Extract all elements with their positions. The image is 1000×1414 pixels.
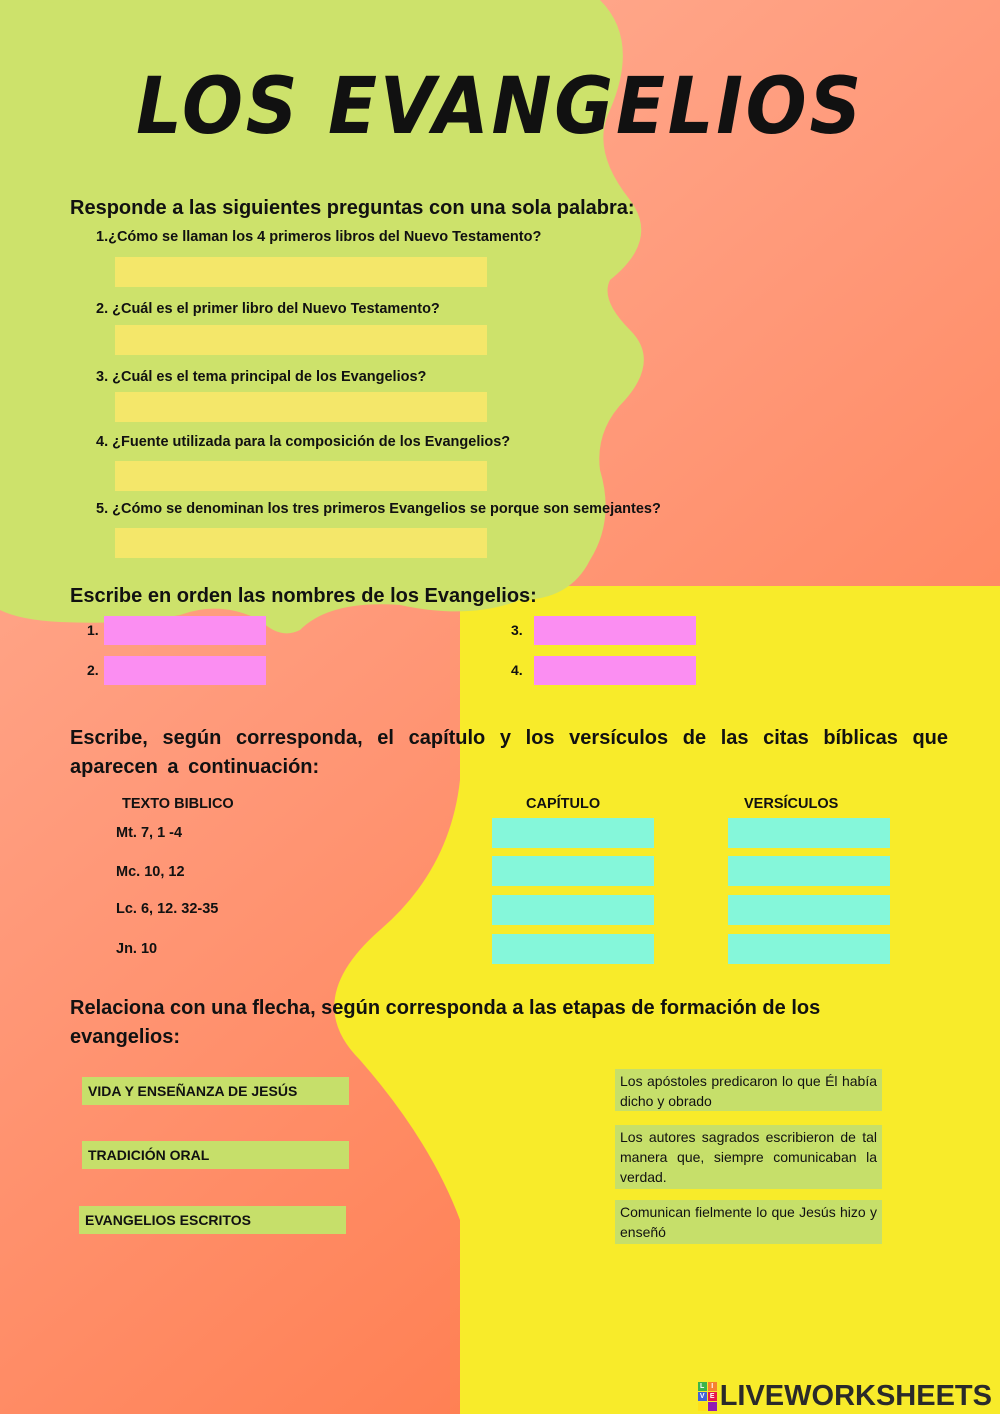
section-stages-heading: Relaciona con una flecha, según corresponda a las etapas de formación de los evangelios: [70,997,821,1048]
gospel-order-1-input[interactable] [104,616,266,645]
verses-1-input[interactable] [728,818,890,848]
liveworksheets-logo-icon: L I V E [698,1382,717,1411]
chapter-2-input[interactable] [492,856,654,886]
citation-1: Mt. 7, 1 -4 [116,825,183,841]
description-autores[interactable]: Los autores sagrados escribieron de tal manera que, siempre comunicaban la verdad. [615,1125,882,1189]
question-5: 5. ¿Cómo se denominan los tres primeros Evangelios se porque son semejantes? [96,501,661,517]
verses-2-input[interactable] [728,856,890,886]
section-gospel-order-heading: Escribe en orden las nombres de los Evangelios: [70,585,537,607]
citation-3: Lc. 6, 12. 32-35 [116,901,219,917]
column-versiculos: VERSÍCULOS [744,796,839,812]
verses-3-input[interactable] [728,895,890,925]
stage-evangelios-escritos[interactable]: EVANGELIOS ESCRITOS [79,1206,346,1234]
answer-2-input[interactable] [115,325,487,355]
citation-4: Jn. 10 [116,941,158,957]
answer-1-input[interactable] [115,257,487,287]
page-title: LOS EVANGELIOS [136,62,864,152]
chapter-1-input[interactable] [492,818,654,848]
answer-3-input[interactable] [115,392,487,422]
order-number-4: 4. [511,662,523,678]
gospel-order-4-input[interactable] [534,656,696,685]
question-1: 1.¿Cómo se llaman los 4 primeros libros del Nuevo Testamento? [96,229,542,245]
liveworksheets-logo-text: LIVEWORKSHEETS [719,1380,992,1412]
liveworksheets-logo [698,1380,992,1413]
stage-vida-ensenanza[interactable]: VIDA Y ENSEÑANZA DE JESÚS [82,1077,349,1105]
gospel-order-3-input[interactable] [534,616,696,645]
citation-2: Mc. 10, 12 [116,864,185,880]
order-number-3: 3. [511,622,523,638]
question-2: 2. ¿Cuál es el primer libro del Nuevo Testamento? [96,301,440,317]
question-4: 4. ¿Fuente utilizada para la composición de los Evangelios? [96,434,511,450]
answer-4-input[interactable] [115,461,487,491]
description-apostoles[interactable]: Los apóstoles predicaron lo que Él había dicho y obrado [615,1069,882,1111]
chapter-4-input[interactable] [492,934,654,964]
column-texto-biblico: TEXTO BIBLICO [122,796,234,812]
section-questions-heading: Responde a las siguientes preguntas con una sola palabra: [70,197,635,219]
section-citations-heading: Escribe, según corresponda, el capítulo y los versículos de las citas bíblicas que aparecen a continuación: [70,727,948,778]
answer-5-input[interactable] [115,528,487,558]
question-3: 3. ¿Cuál es el tema principal de los Evangelios? [96,369,427,385]
order-number-2: 2. [87,662,99,678]
column-capitulo: CAPÍTULO [526,796,601,812]
gospel-order-2-input[interactable] [104,656,266,685]
chapter-3-input[interactable] [492,895,654,925]
verses-4-input[interactable] [728,934,890,964]
stage-tradicion-oral[interactable]: TRADICIÓN ORAL [82,1141,349,1169]
description-comunican[interactable]: Comunican fielmente lo que Jesús hizo y enseñó [615,1200,882,1244]
order-number-1: 1. [87,622,99,638]
